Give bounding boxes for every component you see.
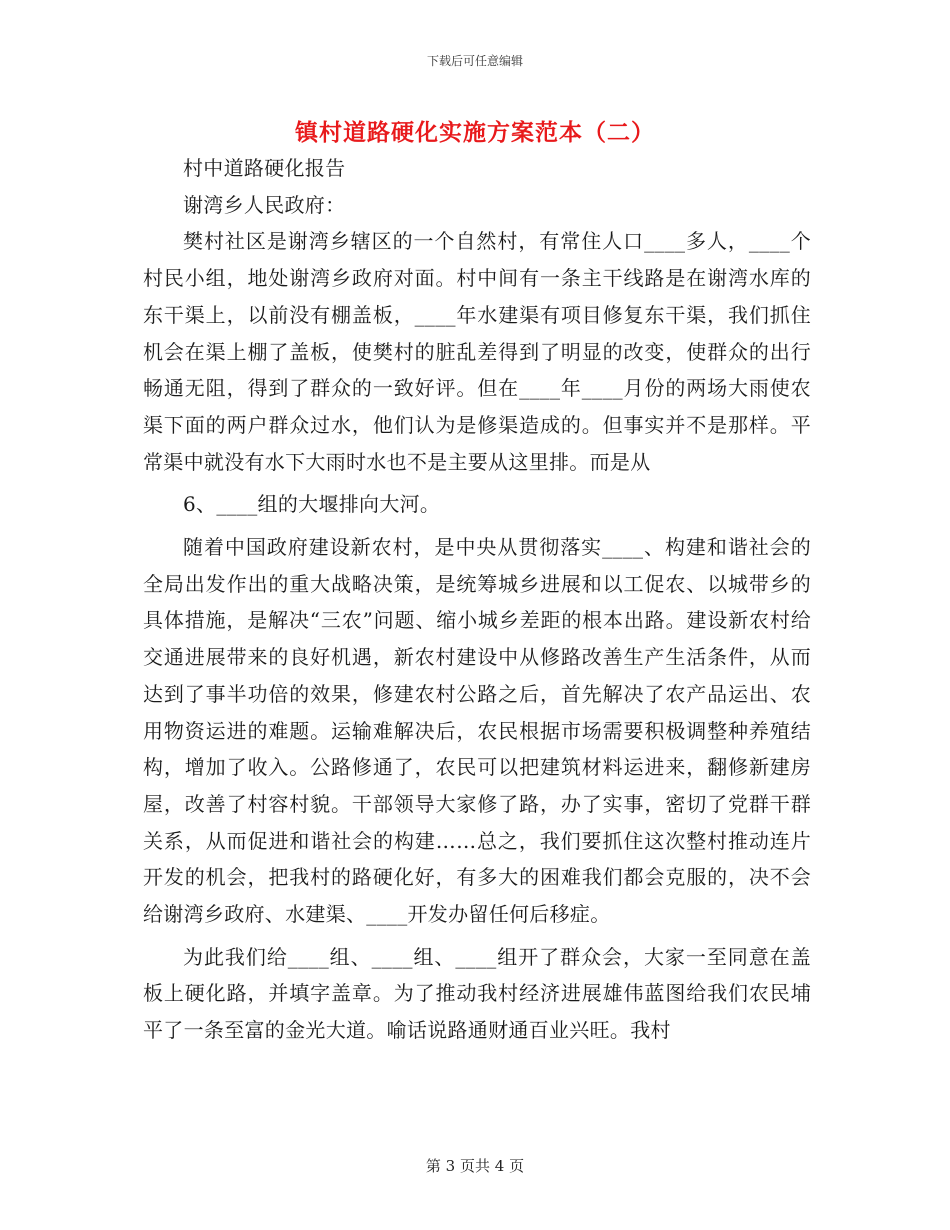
page-footer: 第 3 页共 4 页 — [425, 1157, 525, 1175]
page-header-note: 下载后可任意编辑 — [426, 54, 523, 68]
document-title: 镇村道路硬化实施方案范本（二） — [295, 119, 655, 146]
paragraph-meeting: 为此我们给____组、____组、____组开了群众会，大家一至同意在盖板上硬化路，并填字盖章。为了推动我村经济进展雄伟蓝图给我们农民埔平了一条至富的金光大道。喻话说路通财通百业兴旺。我村 — [143, 944, 811, 1043]
paragraph-new-countryside: 随着中国政府建设新农村，是中央从贯彻落实____、构建和谐社会的全局出发作出的重大战略决策，是统筹城乡进展和以工促农、以城带乡的具体措施，是解决“三农”问题、缩小城乡差距的根本出路。建设新农村给交通进展带来的良好机遇，新农村建设中从修路改善生产生活条件，从而达到了事半功倍的效果，修建农村公路之后，首先解决了农产品运出、农用物资运进的难题。运输难解决后，农民根据市场需要积极调整种养殖结构，增加了收入。公路修通了，农民可以把建筑材料运进来，翻修新建房屋，改善了村容村貌。干部领导大家修了路，办了实事，密切了党群干群关系，从而促进和谐社会的构建……总之，我们要抓住这次整村推动连片开发的机会，把我村的路硬化好，有多大的困难我们都会克服的，决不会给谢湾乡政府、水建渠、____开发办留任何后移症。 — [143, 535, 811, 927]
paragraph-item-6: 6、____组的大堰排向大河。 — [183, 492, 441, 517]
document-body — [143, 150, 811, 1049]
paragraph-intro: 樊村社区是谢湾乡辖区的一个自然村，有常住人口____多人，____个村民小组，地处谢湾乡政府对面。村中间有一条主干线路是在谢湾水库的东干渠上，以前没有棚盖板，____年水建渠有项目修复东干渠，我们抓住机会在渠上棚了盖板，使樊村的脏乱差得到了明显的改变，使群众的出行畅通无阻，得到了群众的一致好评。但在____年____月份的两场大雨使农渠下面的两户群众过水，他们认为是修渠造成的。但事实并不是那样。平常渠中就没有水下大雨时水也不是主要从这里排。而是从 — [143, 229, 811, 474]
report-heading: 村中道路硬化报告 — [183, 156, 346, 180]
addressee: 谢湾乡人民政府： — [183, 192, 346, 217]
